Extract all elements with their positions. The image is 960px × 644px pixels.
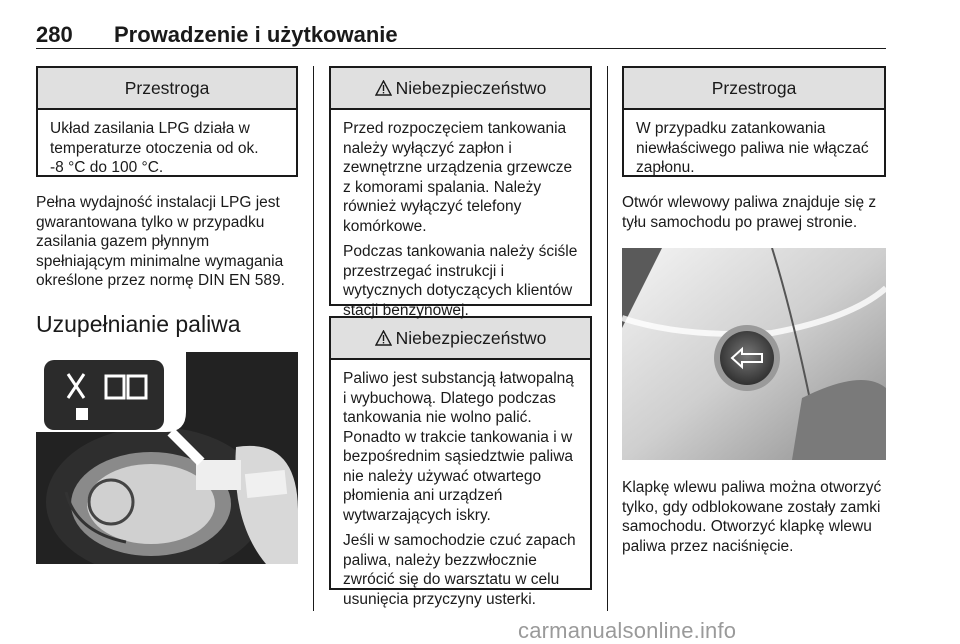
fuel-flap-illustration [36,352,298,564]
danger-box-title [331,68,590,110]
danger-para [343,119,580,236]
text-line: należy wyłączyć zapłon i [343,139,512,157]
text-line: z komorami spalania. Należy [343,178,542,196]
danger-box-body [331,360,590,617]
caution-box-fuel [622,66,886,177]
danger-para [343,242,580,320]
danger-box-title [331,318,590,360]
middle-column [329,66,592,608]
text-line: i wybuchową. Dlatego podczas [343,389,556,407]
paragraph-line: samochodu. Otworzyć klapkę wlewu [622,518,872,535]
paragraph-line: paliwa przez naciśnięcie. [622,537,794,555]
paragraph-line: spełniającym minimalne wymagania [36,252,284,270]
caution-line: temperaturze otoczenia od ok. [50,139,259,157]
text-line: zwrócić się do warsztatu w celu [343,571,560,588]
right-column [622,66,886,556]
paragraph-line: Klapkę wlewu paliwa można otworzyć [622,479,882,496]
caution-line: zapłonu. [636,159,695,176]
text-line: nie należy używać otwartego [343,467,542,485]
fuel-door-figure [622,248,886,460]
fuel-door-paragraph [622,478,886,556]
text-line: komórkowe. [343,217,427,235]
text-line: wytycznych dotyczących klientów [343,282,573,299]
paragraph-line: gwarantowana tylko w przypadku [36,213,265,231]
running-title: Prowadzenie i użytkowanie [114,22,398,47]
caution-box-title: Przestroga [624,68,884,110]
paragraph-line: tylko, gdy odblokowane zostały zamki [622,498,881,516]
caution-box-body [624,110,884,186]
paragraph-line: Pełna wydajność instalacji LPG jest [36,194,280,211]
paragraph-line: określone przez normę DIN EN 589. [36,272,285,289]
warning-triangle-icon [375,330,392,346]
page-header [36,8,886,50]
danger-title-text: Niebezpieczeństwo [395,327,547,348]
paragraph-line: Otwór wlewowy paliwa znajduje się z [622,194,877,211]
left-column [36,66,298,564]
text-line: bezpośrednim sąsiedztwie paliwa [343,448,574,465]
danger-box-body [331,110,590,328]
danger-para [343,369,580,525]
caution-line: Układ zasilania LPG działa w [50,120,250,137]
caution-line: niewłaściwego paliwa nie włączać [636,139,869,157]
text-line: stacji benzynowej. [343,301,469,319]
caution-box-body [38,110,296,186]
danger-title-text: Niebezpieczeństwo [395,77,547,98]
lpg-paragraph [36,193,298,291]
watermark: carmanualsonline.info [518,618,737,643]
text-line: Jeśli w samochodzie czuć zapach [343,532,576,549]
danger-box-ignition [329,66,592,319]
column-divider-right [607,66,608,611]
caution-box-title: Przestroga [38,68,296,110]
header-rule [36,48,886,49]
text-line: Przed rozpoczęciem tankowania [343,120,567,137]
danger-para [343,531,580,609]
text-line: Paliwo jest substancją łatwopalną [343,370,574,387]
text-line: wytwarzających iskry. [343,506,491,524]
caution-box-lpg [36,66,298,177]
paragraph-line: zasilania gazem płynnym [36,233,210,250]
danger-box-flammable [329,316,592,608]
text-line: płomienia ani urządzeń [343,487,503,504]
warning-triangle-icon [375,80,392,96]
section-heading: Uzupełnianie paliwa [36,310,241,337]
paragraph-line: tyłu samochodu po prawej stronie. [622,213,858,231]
text-line: usunięcia przyczyny usterki. [343,590,536,608]
fuel-flap-figure [36,352,298,564]
filler-location-paragraph [622,193,886,232]
text-line: przestrzegać instrukcji i [343,262,505,280]
text-line: tankowania nie wolno palić. [343,409,532,426]
caution-line: -8 °C do 100 °C. [50,159,164,176]
text-line: również wyłączyć telefony [343,198,522,215]
column-divider-left [313,66,314,611]
text-line: paliwa, należy bezzwłocznie [343,551,537,569]
fuel-door-illustration [622,248,886,460]
text-line: zewnętrzne urządzenia grzewcze [343,159,573,176]
page-number: 280 [36,22,73,47]
caution-line: W przypadku zatankowania [636,120,826,137]
text-line: Ponadto w trakcie tankowania i w [343,428,573,446]
text-line: Podczas tankowania należy ściśle [343,243,578,260]
